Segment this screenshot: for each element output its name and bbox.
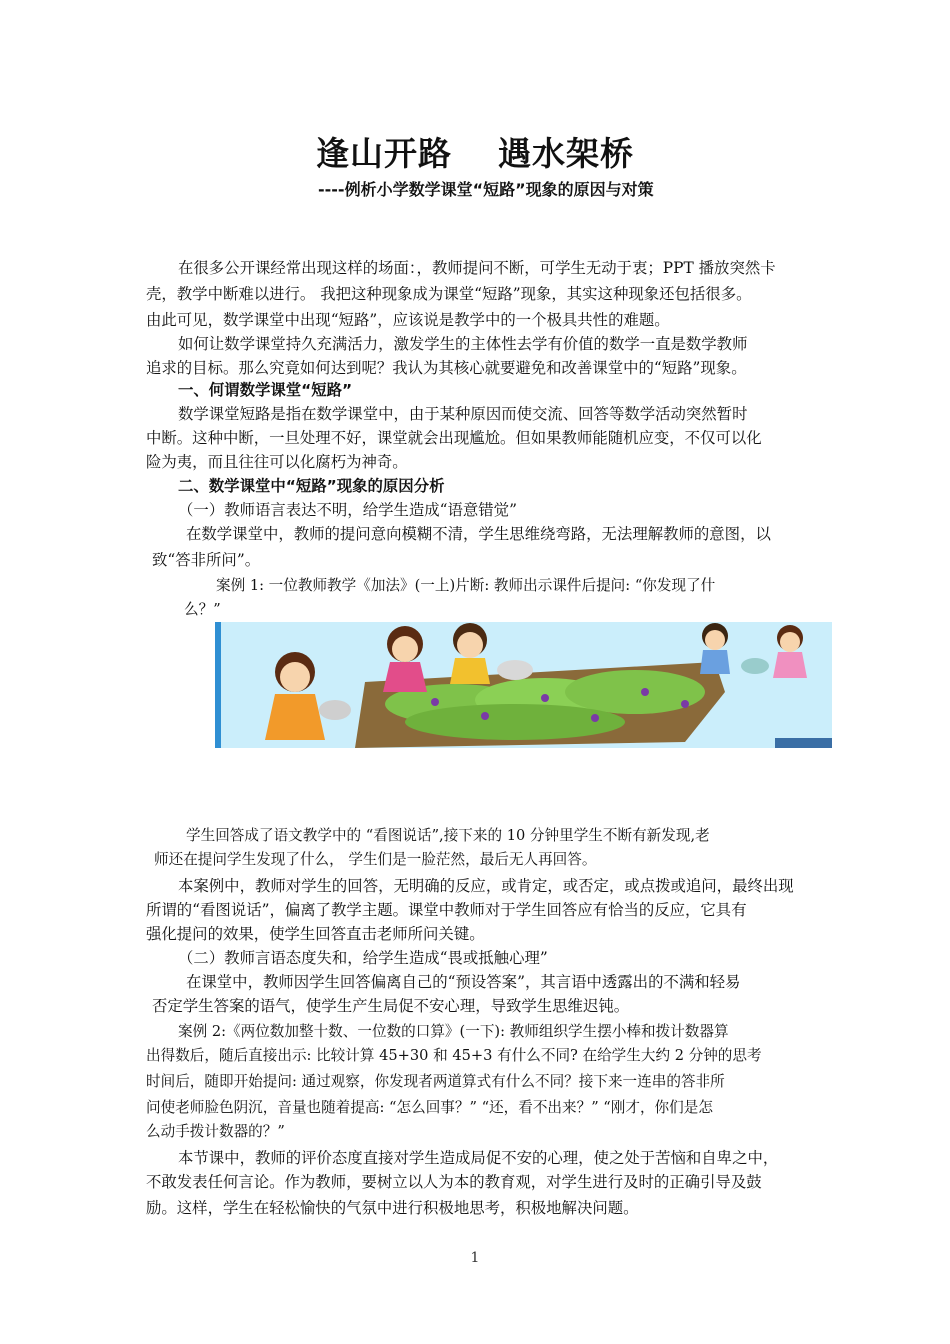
document-subtitle: ----例析小学数学课堂“短路”现象的原因与对策	[318, 180, 654, 199]
paragraph-line: 在很多公开课经常出现这样的场面：，教师提问不断，可学生无动于衷；PPT 播放突然卡	[178, 259, 776, 277]
paragraph-line: 在数学课堂中，教师的提问意向模糊不清，学生思维绕弯路，无法理解教师的意图，以	[186, 525, 771, 543]
paragraph-line: 追求的目标。那么究竟如何达到呢？我认为其核心就要避免和改善课堂中的“短路”现象。	[146, 359, 747, 377]
paragraph-line: 所谓的“看图说话”，偏离了教学主题。课堂中教师对于学生回答应有恰当的反应，它具有	[146, 901, 747, 919]
paragraph-line: 数学课堂短路是指在数学课堂中，由于某种原因而使交流、回答等数学活动突然暂时	[178, 405, 748, 423]
case-line: 时间后，随即开始提问: 通过观察，你发现者两道算式有什么不同？接下来一连串的答非所	[146, 1073, 725, 1090]
paragraph-line: 致“答非所问”。	[152, 551, 261, 569]
paragraph-line: 学生回答成了语文教学中的 “看图说话”,接下来的 10 分钟里学生不断有新发现,老	[186, 827, 710, 844]
paragraph-line: 险为夷，而且往往可以化腐朽为神奇。	[146, 453, 408, 471]
paragraph-line: 励。这样，学生在轻松愉快的气氛中进行积极地思考，积极地解决问题。	[146, 1199, 639, 1217]
section-heading: 二、数学课堂中“短路”现象的原因分析	[178, 477, 445, 495]
document-title	[0, 128, 950, 175]
case-line: 出得数后，随后直接出示: 比较计算 45+30 和 45+3 有什么不同? 在给学生大约 2 分钟的思考	[146, 1047, 762, 1064]
case-line: 案例 2:《两位数加整十数、一位数的口算》(一下): 教师组织学生摆小棒和拨计数器算	[178, 1023, 729, 1040]
subsection-heading: （二）教师言语态度失和，给学生造成“畏或抵触心理”	[178, 949, 548, 967]
case-line: 案例 1: 一位教师教学《加法》(一上)片断: 教师出示课件后提问: “你发现了什	[216, 577, 716, 594]
paragraph-line: 如何让数学课堂持久充满活力，激发学生的主体性去学有价值的数学一直是数学教师	[178, 335, 748, 353]
title-left: 逢山开路	[316, 134, 452, 173]
paragraph-line: 本节课中，教师的评价态度直接对学生造成局促不安的心理，使之处于苦恼和自卑之中，	[178, 1149, 779, 1167]
cartoon-children-watering-plants-image	[215, 622, 832, 748]
section-heading: 一、何谓数学课堂“短路”	[178, 381, 353, 399]
paragraph-line: 师还在提问学生发现了什么， 学生们是一脸茫然，最后无人再回答。	[154, 851, 597, 868]
title-right: 遇水架桥	[498, 134, 634, 173]
paragraph-line: 中断。这种中断，一旦处理不好，课堂就会出现尴尬。但如果教师能随机应变，不仅可以化	[146, 429, 762, 447]
case-line: 么？”	[184, 601, 221, 618]
paragraph-line: 不敢发表任何言论。作为教师，要树立以人为本的教育观，对学生进行及时的正确引导及鼓	[146, 1173, 762, 1191]
page-number: 1	[470, 1250, 480, 1266]
paragraph-line: 本案例中，教师对学生的回答，无明确的反应，或肯定，或否定，或点拨或追问，最终出现	[178, 877, 794, 895]
paragraph-line: 强化提问的效果，使学生回答直击老师所问关键。	[146, 925, 485, 943]
paragraph-line: 壳，教学中断难以进行。 我把这种现象成为课堂“短路”现象，其实这种现象还包括很多。	[146, 285, 752, 303]
subsection-heading: （一）教师语言表达不明，给学生造成“语意错觉”	[178, 501, 517, 519]
paragraph-line: 在课堂中，教师因学生回答偏离自己的“预设答案”，其言语中透露出的不满和轻易	[186, 973, 741, 991]
case-line: 么动手拨计数器的？”	[146, 1123, 285, 1140]
case-line: 问使老师脸色阴沉，音量也随着提高: “怎么回事？” “还，看不出来？” “刚才，你们是怎	[146, 1099, 713, 1116]
paragraph-line: 否定学生答案的语气，使学生产生局促不安心理，导致学生思维迟钝。	[152, 997, 630, 1015]
classroom-illustration	[215, 622, 832, 748]
paragraph-line: 由此可见，数学课堂中出现“短路”，应该说是教学中的一个极具共性的难题。	[146, 311, 670, 329]
